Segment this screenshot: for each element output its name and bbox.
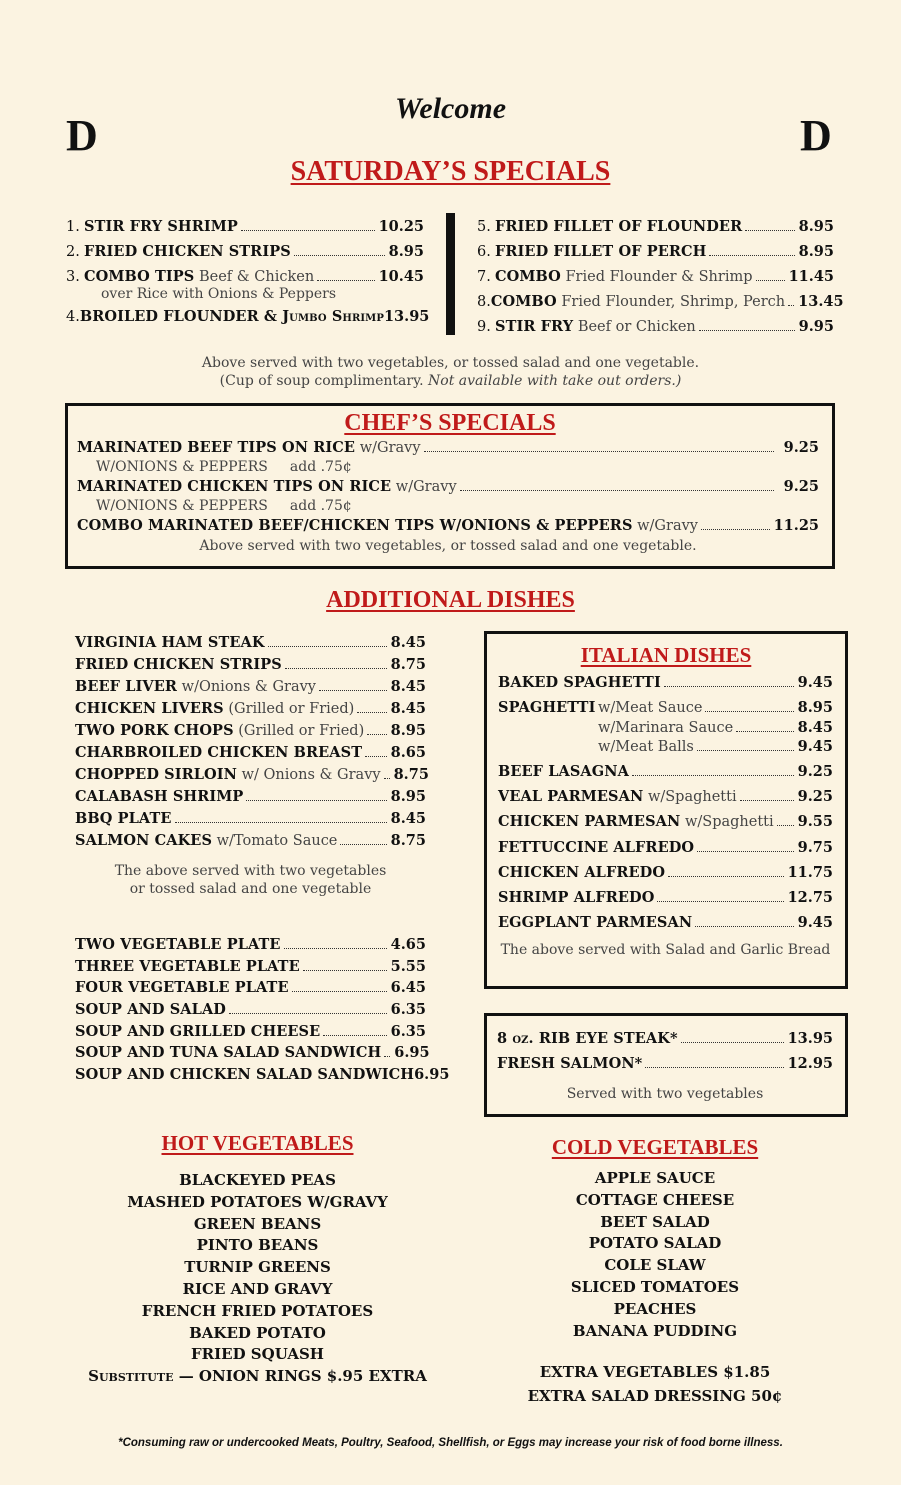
item-name: VIRGINIA HAM STEAK (75, 634, 265, 651)
list-item: BAKED POTATO (189, 1323, 326, 1342)
list-item: TURNIP GREENS (184, 1258, 331, 1277)
item-number: 9. (477, 319, 491, 335)
leader-dots (697, 750, 794, 751)
leader-dots (701, 529, 770, 530)
leader-dots (340, 844, 386, 845)
leader-dots (285, 668, 387, 669)
item-description: w/Gravy (359, 440, 421, 456)
menu-item (75, 744, 426, 766)
leader-dots (645, 1067, 783, 1068)
leader-dots (319, 690, 387, 691)
item-number: 8. (477, 294, 491, 310)
list-item: FRIED SQUASH (191, 1345, 324, 1364)
leader-dots (745, 230, 794, 231)
leader-dots (384, 1056, 390, 1057)
item-description: Fried Flounder & Shrimp (565, 269, 753, 285)
menu-item (75, 832, 426, 854)
additional-dishes-heading: ADDITIONAL DISHES (326, 587, 575, 613)
item-name: FRIED FILLET OF PERCH (495, 243, 707, 260)
corner-letter-left: D (66, 111, 98, 160)
item-number: 2. (66, 244, 80, 260)
item-number: 1. (66, 219, 80, 235)
item-price: 11.75 (787, 863, 833, 881)
leader-dots (303, 970, 387, 971)
menu-item (77, 478, 819, 498)
leader-dots (292, 991, 387, 992)
leader-dots (657, 901, 783, 902)
item-name: MARINATED CHICKEN TIPS ON RICE (77, 478, 392, 495)
item-price: 8.95 (388, 243, 424, 260)
item-price: 11.25 (773, 517, 819, 534)
note-line: The above served with two vegetables (114, 863, 387, 879)
item-name: SPAGHETTI (498, 699, 596, 716)
item-description: Fried Flounder, Shrimp, Perch (561, 294, 786, 310)
item-name: CHARBROILED CHICKEN BREAST (75, 744, 363, 761)
item-price: 9.75 (797, 838, 833, 856)
item-price: 9.25 (797, 763, 833, 780)
option-label: W/ONIONS & PEPPERS (96, 459, 268, 475)
menu-item (77, 439, 819, 459)
list-item: GREEN BEANS (193, 1214, 322, 1233)
menu-item (477, 243, 834, 268)
menu-item (498, 674, 833, 699)
menu-item (75, 936, 426, 958)
leader-dots (175, 822, 387, 823)
leader-dots (317, 280, 374, 281)
item-price: 10.25 (378, 218, 424, 235)
menu-item (75, 722, 426, 744)
list-item: SLICED TOMATOES (570, 1277, 740, 1296)
leader-dots (695, 926, 793, 927)
list-item: FRENCH FRIED POTATOES (141, 1301, 374, 1320)
menu-item (75, 766, 429, 788)
item-price: 9.95 (798, 318, 834, 335)
leader-dots (268, 646, 387, 647)
menu-item (477, 318, 834, 343)
item-description: (Grilled or Fried) (238, 723, 365, 739)
item-price: 8.75 (390, 832, 426, 849)
menu-item (497, 1055, 833, 1080)
leader-dots (323, 1035, 386, 1036)
menu-item (75, 979, 426, 1001)
spaghetti-option (598, 719, 833, 739)
item-price: 8.45 (390, 810, 426, 827)
steak-note: Served with two vegetables (566, 1086, 764, 1102)
list-item: RICE AND GRAVY (182, 1279, 333, 1298)
item-price: 10.45 (378, 268, 424, 285)
menu-item (498, 788, 833, 813)
item-name: SOUP AND CHICKEN SALAD SANDWICH (75, 1066, 415, 1084)
option-label: w/Meat Balls (598, 739, 694, 755)
leader-dots (241, 230, 375, 231)
item-name: CHICKEN LIVERS (75, 700, 224, 717)
item-price: 9.55 (797, 813, 833, 831)
leader-dots (384, 778, 390, 779)
menu-item (75, 958, 426, 980)
item-price: 8.45 (390, 634, 426, 651)
steak-salmon-box (484, 1013, 848, 1117)
item-name: FRIED CHICKEN STRIPS (84, 243, 291, 260)
item-description: w/ Onions & Gravy (241, 767, 381, 783)
additional-note (75, 862, 426, 898)
item-price: 6.35 (390, 1022, 426, 1040)
option-price: 8.45 (797, 718, 833, 736)
item-price: 9.25 (797, 788, 833, 806)
saturday-right-list (477, 218, 844, 343)
item-price: 9.45 (797, 674, 833, 691)
leader-dots (756, 280, 785, 281)
list-item: COTTAGE CHEESE (575, 1190, 735, 1209)
menu-item (477, 293, 844, 318)
item-description: Beef or Chicken (577, 319, 696, 335)
item-name: COMBO (490, 293, 557, 310)
list-item: PEACHES (613, 1299, 697, 1318)
chefs-specials-box (65, 403, 835, 569)
menu-item (497, 1030, 833, 1055)
cold-vegetables-list (455, 1168, 855, 1342)
leader-dots (365, 756, 387, 757)
item-description: w/Spaghetti (684, 814, 774, 831)
leader-dots (284, 948, 387, 949)
column-divider (446, 213, 455, 335)
extra-vegetables-price: EXTRA VEGETABLES $1.85 (539, 1363, 771, 1381)
leader-dots (460, 490, 774, 491)
corner-letter-right: D (800, 111, 832, 160)
extras-list (455, 1360, 855, 1408)
item-price: 8.45 (390, 700, 426, 717)
item-price: 9.25 (783, 439, 819, 456)
item-name: SOUP AND TUNA SALAD SANDWICH (75, 1044, 382, 1062)
note-part-italic: Not available with take out orders.) (428, 373, 682, 389)
item-description: (Grilled or Fried) (228, 701, 355, 717)
list-item: BLACKEYED PEAS (179, 1171, 336, 1189)
leader-dots (367, 734, 386, 735)
note-line (0, 372, 901, 390)
leader-dots (668, 876, 784, 877)
item-name: COMBO TIPS (84, 268, 195, 285)
item-name: STIR FRY SHRIMP (84, 218, 238, 235)
menu-item (477, 218, 834, 243)
saturday-left-list (66, 218, 430, 333)
item-name: BEEF LIVER (75, 678, 178, 695)
leader-dots (664, 686, 794, 687)
item-name: BEEF LASAGNA (498, 763, 629, 780)
leader-dots (229, 1013, 387, 1014)
cold-vegetables-heading: COLD VEGETABLES (551, 1135, 759, 1159)
list-item: PINTO BEANS (196, 1236, 319, 1255)
item-name: TWO PORK CHOPS (75, 722, 234, 739)
item-number: 7. (477, 269, 491, 285)
hot-vegetables-list (30, 1170, 485, 1388)
menu-item (66, 243, 424, 268)
note-part: (Cup of soup complimentary. (219, 373, 424, 389)
item-subtext (77, 498, 819, 517)
welcome-title: Welcome (394, 92, 507, 125)
italian-dishes-box (484, 631, 848, 989)
menu-item (66, 218, 424, 243)
item-number: 3. (66, 269, 80, 285)
option-price: add .75¢ (289, 498, 352, 514)
saturday-specials-heading: SATURDAY’S SPECIALS (290, 156, 611, 187)
option-label: w/Meat Sauce (598, 700, 703, 716)
menu-item (498, 889, 833, 914)
item-description: Beef & Chicken (198, 269, 315, 285)
menu-item (75, 1066, 450, 1088)
leader-dots (294, 255, 385, 256)
leader-dots (632, 775, 794, 776)
menu-item (75, 810, 426, 832)
item-name: FRIED FILLET OF FLOUNDER (495, 218, 743, 235)
item-price: 8.95 (798, 243, 834, 260)
menu-item (75, 678, 426, 700)
list-item: MASHED POTATOES W/GRAVY (127, 1192, 388, 1211)
item-name: BBQ PLATE (75, 810, 172, 827)
leader-dots (705, 711, 793, 712)
item-price: 8.65 (390, 744, 426, 761)
item-name: FRESH SALMON* (497, 1055, 643, 1072)
item-price: 6.95 (414, 1066, 450, 1084)
item-name: BROILED FLOUNDER & Jumbo Shrimp (79, 308, 384, 325)
menu-item (75, 1001, 426, 1023)
menu-item (75, 1023, 426, 1045)
leader-dots (699, 330, 795, 331)
item-description: w/Onions & Gravy (181, 679, 316, 695)
item-number: 5. (477, 219, 491, 235)
option-label: w/Marinara Sauce (598, 719, 734, 736)
hot-vegetables-heading: HOT VEGETABLES (161, 1131, 354, 1155)
item-price: 8.95 (390, 722, 426, 739)
italian-dishes-heading: ITALIAN DISHES (580, 643, 752, 667)
item-number: 6. (477, 244, 491, 260)
vegetable-plates-list (75, 936, 450, 1088)
list-item: BANANA PUDDING (572, 1321, 738, 1340)
item-price: 13.95 (787, 1030, 833, 1047)
item-price: 8.75 (393, 766, 429, 783)
leader-dots (788, 305, 794, 306)
item-name: SOUP AND SALAD (75, 1001, 226, 1019)
item-description: w/Spaghetti (647, 789, 737, 806)
item-subtext (77, 459, 819, 478)
menu-item (477, 268, 834, 293)
item-name: CALABASH SHRIMP (75, 788, 244, 805)
menu-item (498, 864, 833, 889)
leader-dots (697, 851, 794, 852)
item-price: 9.25 (783, 478, 819, 495)
item-name: FETTUCCINE ALFREDO (498, 838, 695, 856)
menu-item (75, 788, 426, 810)
italian-note: The above served with Salad and Garlic Bread (500, 942, 831, 959)
option-price: add .75¢ (289, 459, 352, 475)
menu-item (498, 839, 833, 864)
item-name: THREE VEGETABLE PLATE (75, 957, 300, 975)
item-price: 13.45 (798, 293, 844, 310)
leader-dots (736, 731, 794, 732)
item-price: 9.45 (797, 914, 833, 932)
item-name: MARINATED BEEF TIPS ON RICE (77, 439, 356, 456)
item-name: BAKED SPAGHETTI (498, 674, 661, 691)
menu-item (498, 914, 833, 939)
menu-item (66, 308, 430, 333)
spaghetti-item (498, 699, 833, 763)
leader-dots (246, 800, 386, 801)
menu-item (75, 656, 426, 678)
item-price: 12.95 (787, 1055, 833, 1072)
item-price: 8.95 (798, 218, 834, 235)
item-price: 5.55 (390, 957, 426, 975)
item-name: CHICKEN ALFREDO (498, 863, 666, 881)
food-safety-disclaimer: *Consuming raw or undercooked Meats, Poultry, Seafood, Shellfish, or Eggs may increase your risk of food borne illness. (118, 1437, 783, 1449)
leader-dots (709, 255, 794, 256)
option-price: 9.45 (797, 738, 833, 755)
item-description: w/Tomato Sauce (216, 833, 338, 849)
menu-item (75, 1044, 430, 1066)
item-name: SOUP AND GRILLED CHEESE (75, 1022, 321, 1040)
item-number: 4. (66, 309, 80, 325)
chefs-specials-heading: CHEF’S SPECIALS (344, 410, 556, 436)
saturday-note (0, 354, 901, 390)
item-price: 11.45 (788, 268, 834, 285)
note-line: or tossed salad and one vegetable (129, 881, 372, 897)
item-price: 6.45 (390, 979, 426, 997)
spaghetti-option (598, 699, 833, 719)
menu-item (77, 517, 819, 537)
item-name: COMBO (495, 268, 561, 285)
item-name: FRIED CHICKEN STRIPS (75, 656, 282, 673)
item-price: 6.95 (394, 1044, 430, 1062)
extra-dressing-price: EXTRA SALAD DRESSING 50¢ (527, 1387, 783, 1405)
item-name: SHRIMP ALFREDO (498, 888, 655, 906)
item-name: CHICKEN PARMESAN (498, 813, 681, 831)
list-item: BEET SALAD (600, 1212, 710, 1231)
item-name: VEAL PARMESAN (498, 788, 644, 806)
list-item: POTATO SALAD (588, 1234, 722, 1253)
chefs-note: Above served with two vegetables, or tossed salad and one vegetable. (199, 538, 697, 554)
leader-dots (681, 1042, 784, 1043)
leader-dots (357, 712, 386, 713)
leader-dots (777, 825, 794, 826)
menu-item (75, 700, 426, 722)
item-description: w/Gravy (637, 518, 698, 534)
item-price: 4.65 (390, 936, 426, 953)
item-subtext: over Rice with Onions & Peppers (101, 286, 337, 302)
item-name: EGGPLANT PARMESAN (498, 914, 693, 932)
menu-item (498, 763, 833, 788)
menu-item (498, 813, 833, 838)
leader-dots (740, 800, 794, 801)
additional-dishes-list (75, 634, 429, 898)
item-name: COMBO MARINATED BEEF/CHICKEN TIPS W/ONIONS & PEPPERS (77, 517, 633, 534)
option-price: 8.95 (797, 699, 833, 716)
item-price: 6.35 (390, 1001, 426, 1019)
item-name: FOUR VEGETABLE PLATE (75, 979, 289, 997)
leader-dots (424, 451, 774, 452)
item-name: SALMON CAKES (75, 832, 213, 849)
spaghetti-option (598, 738, 833, 763)
item-description: w/Gravy (395, 479, 457, 495)
substitute-note: Substitute — ONION RINGS $.95 EXTRA (88, 1367, 427, 1386)
menu-item (75, 634, 426, 656)
item-price: 8.95 (390, 788, 426, 805)
list-item: APPLE SAUCE (594, 1169, 716, 1187)
list-item: COLE SLAW (604, 1256, 706, 1275)
item-price: 8.75 (390, 656, 426, 673)
item-name: STIR FRY (495, 318, 574, 335)
note-line: Above served with two vegetables, or tossed salad and one vegetable. (201, 355, 700, 371)
item-price: 8.45 (390, 678, 426, 695)
menu-item (66, 268, 424, 286)
item-name: TWO VEGETABLE PLATE (75, 936, 281, 953)
item-price: 13.95 (383, 308, 430, 325)
option-label: W/ONIONS & PEPPERS (96, 498, 268, 514)
item-price: 12.75 (787, 888, 833, 906)
item-name: CHOPPED SIRLOIN (75, 766, 238, 783)
item-name: 8 oz. RIB EYE STEAK* (497, 1030, 678, 1047)
